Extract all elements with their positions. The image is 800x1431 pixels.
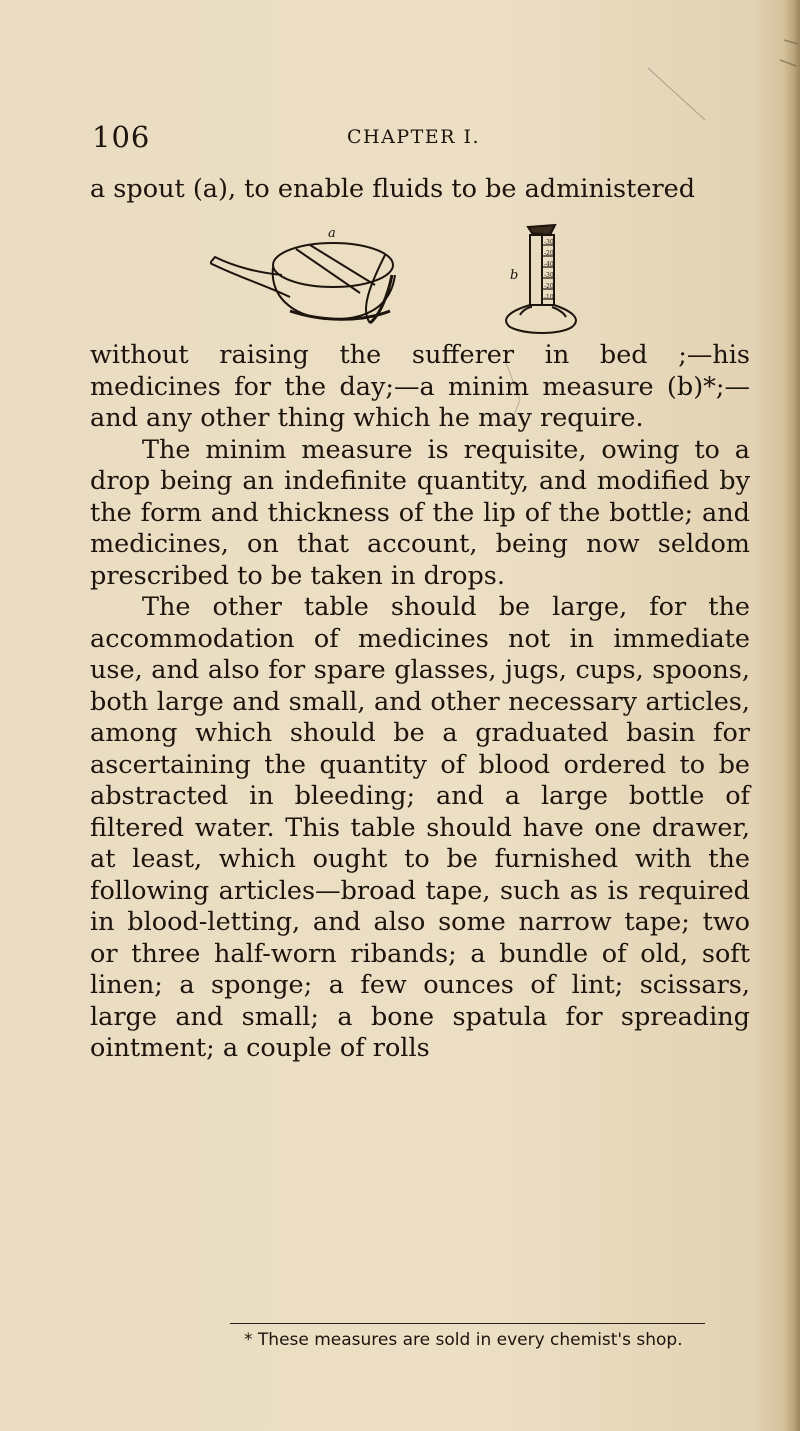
footnote-rule (230, 1323, 705, 1324)
scale-mark: -10 (544, 294, 554, 301)
lead-line: a spout (a), to enable fluids to be administered (90, 174, 696, 204)
running-head: CHAPTER I. (347, 126, 481, 148)
figure-label-b: b (510, 268, 519, 283)
scale-mark: -30 (544, 272, 554, 279)
page-header (92, 120, 740, 154)
scale-mark: -30 (544, 239, 554, 246)
page-number: 106 (92, 120, 151, 154)
scale-mark: -20 (544, 250, 554, 257)
figure-illustrations (210, 215, 630, 335)
footnote: * These measures are sold in every chemist's shop. (244, 1330, 683, 1350)
paragraph-1: without raising the sufferer in bed ;—his medicines for the day;—a minim measure (b)*;—and any other thing which he may require. (90, 340, 750, 433)
page-edge (784, 0, 800, 1431)
figure-label-a: a (328, 226, 336, 241)
paragraph-2: The minim measure is requisite, owing to a drop being an indefinite quantity, and modified by the form and thickness of the lip of the bottle; and medicines, on that account, being now seldom prescribed to be taken in drops. (90, 434, 750, 591)
scale-mark: -20 (544, 283, 554, 290)
minim-measure-figure (506, 225, 576, 333)
scale-mark: -40 (544, 261, 554, 268)
spout-cup-figure (210, 226, 395, 323)
body-text (90, 340, 750, 1065)
paragraph-3: The other table should be large, for the accommodation of medicines not in immediate use, and also for spare glasses, jugs, cups, spoons, both large and small, and other necessary articles, among which should be a graduated basin for ascertaining the quantity of blood ordered to be abstracted in bleeding; and a large bottle of filtered water. This table should have one drawer, at least, which ought to be furnished with the following articles—broad tape, such as is required in blood-letting, and also some narrow tape; two or three half-worn ribands; a bundle of old, soft linen; a sponge; a few ounces of lint; scissars, large and small; a bone spatula for spreading ointment; a couple of rolls (90, 592, 750, 1063)
